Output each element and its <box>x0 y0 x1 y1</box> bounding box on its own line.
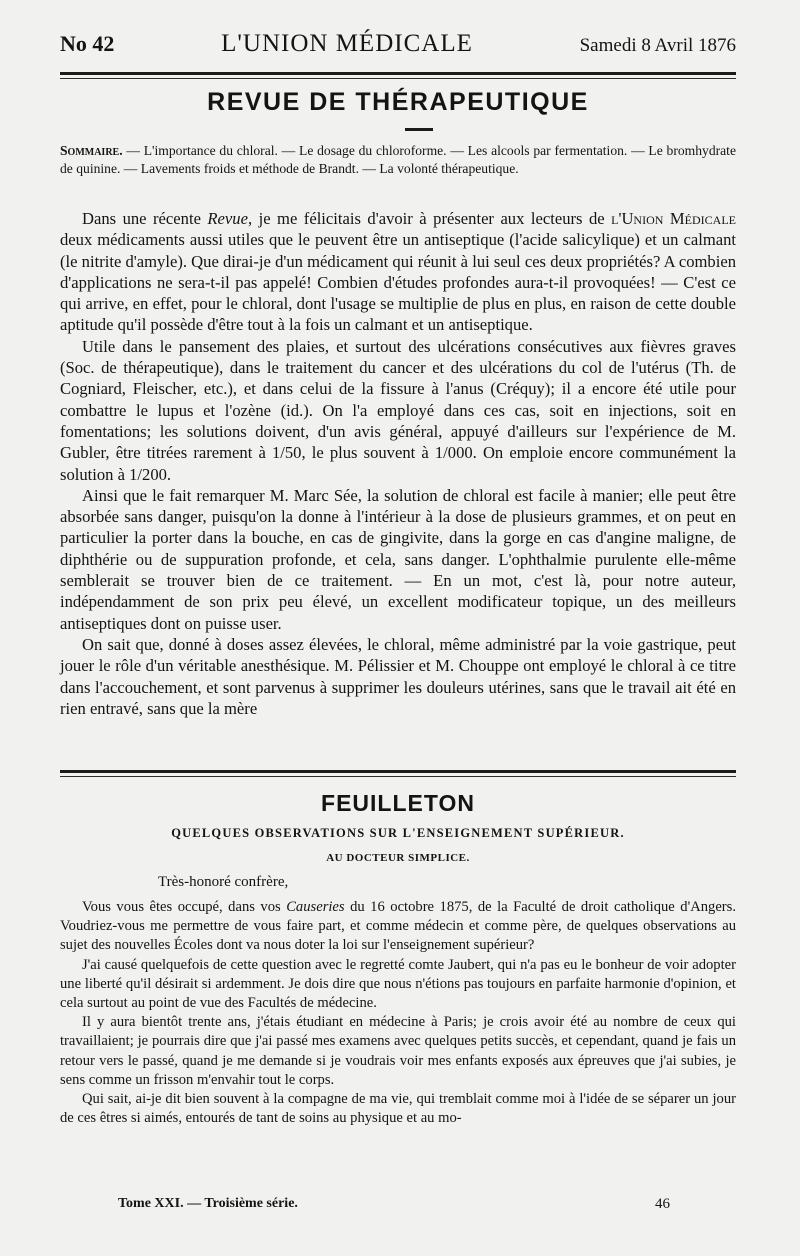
feuilleton-body <box>60 898 736 1128</box>
journal-reference: l'Union Médicale <box>611 209 736 228</box>
article-paragraph <box>60 208 736 336</box>
feuilleton-title: FEUILLETON <box>321 790 475 816</box>
article-text: Dans une récente <box>82 209 208 228</box>
issue-number: No 42 <box>60 31 115 56</box>
summary <box>60 142 736 178</box>
feuilleton-paragraph: Il y aura bientôt trente ans, j'étais étudiant en médecine à Paris; je crois avoir été au nombre de ceux qui travaillaient; je pourrais dire que j'ai passé mes examens avec quelques petits succès, et cependant, quand je fais un retour vers le passé, quand je me demande si je voudrais voir mes enfants exposés aux épreuves que j'ai subies, je sens comme un frisson m'envahir tout le corps. <box>60 1014 736 1088</box>
article-text: deux médicaments aussi utiles que le peuvent être un antiseptique (l'acide salicylique) et un calmant (le nitrite d'amyle). Que dirai-je d'un médicament qui réunit à lui seul ces deux propriétés? A combien d'applications ne sera-t-il pas appelé! Combien d'études profondes aura-t-il provoquées! — C'est ce qui arrive, en effet, pour le chloral, dont l'usage se multiplie de plus en plus, en raison de cette double aptitude qu'il possède d'être tout à la fois un calmant et un antiseptique. <box>60 230 736 335</box>
article-paragraph: On sait que, donné à doses assez élevées, le chloral, même administré par la voie gastrique, peut jouer le rôle d'un véritable anesthésique. M. Pélissier et M. Chouppe ont employé le chloral à ce titre dans l'accouchement, et sont parvenus à supprimer les douleurs utérines, sans que le travail ait été en rien entravé, sans que la mère <box>60 634 736 718</box>
header-rule-thick <box>60 72 736 75</box>
feuilleton-paragraph <box>60 898 736 956</box>
section-title: REVUE DE THÉRAPEUTIQUE <box>207 88 589 116</box>
title-divider <box>405 128 433 131</box>
article-emphasis: Revue <box>207 209 248 228</box>
issue-date: Samedi 8 Avril 1876 <box>579 35 736 56</box>
page-header <box>60 30 736 66</box>
page-number: 46 <box>655 1196 670 1212</box>
page-footer <box>118 1196 670 1213</box>
article-body <box>60 208 736 719</box>
feuilleton-subtitle: QUELQUES OBSERVATIONS SUR L'ENSEIGNEMENT SUPÉRIEUR. <box>171 826 625 840</box>
feuilleton-emphasis: Causeries <box>286 899 345 915</box>
feuilleton-text: Vous vous êtes occupé, dans vos <box>82 899 287 915</box>
article-text: , je me félicitais d'avoir à présenter aux lecteurs de <box>247 209 612 228</box>
summary-text: — L'importance du chloral. — Le dosage du chloroforme. — Les alcools par fermentation. — Le bromhydrate de quinine. — Lavements froids et méthode de Brandt. — La volonté thérapeutique. <box>60 143 736 176</box>
feuilleton-text: du 16 octobre 1875, de la Faculté de droit catholique d'Angers. Voudriez-vous me permettre de vous faire part, et comme médecin et comme père, de quelques observations au sujet des nouvelles Écoles dont va nous doter la loi sur l'enseignement supérieur? <box>60 899 736 954</box>
article-paragraph: Ainsi que le fait remarquer M. Marc Sée, la solution de chloral est facile à manier; elle peut être absorbée sans danger, puisqu'on la donne à l'intérieur à la dose de plusieurs grammes, et on peut en particulier la porter dans la bouche, en cas de gingivite, dans la gorge en cas d'angine maligne, de diphthérie ou de suppuration profonde, et cela, sans danger. L'ophthalmie purulente elle-même semblerait se trouver bien de ce traitement. — En un mot, c'est là, pour notre auteur, indépendamment de son prix peu élevé, un excellent modificateur topique, un des meilleurs antiseptiques dont on puisse user. <box>60 485 736 633</box>
feuilleton-salutation: Très-honoré confrère, <box>158 874 289 890</box>
feuilleton-rule-thin <box>60 776 736 777</box>
feuilleton-paragraph: J'ai causé quelquefois de cette question avec le regretté comte Jaubert, qui n'a pas eu le bonheur de voir adopter une liberté qu'il désirait si ardemment. Je dois dire que nous n'étions pas toujours en parfaite harmonie d'opinion, et cela surtout au point de vue des Facultés de médecine. <box>60 956 736 1012</box>
feuilleton-paragraph: Qui sait, ai-je dit bien souvent à la compagne de ma vie, qui tremblait comme moi à l'idée de se séparer un jour de ces êtres si aimés, entourés de tant de soins au physique et au mo- <box>60 1091 736 1127</box>
tome-label: Tome XXI. — Troisième série. <box>118 1196 298 1211</box>
article-paragraph: Utile dans le pansement des plaies, et surtout des ulcérations consécutives aux fièvres graves (Soc. de thérapeutique), dans le traitement du cancer et des ulcérations du col de l'utérus (Th. de Cogniard, Fleischer, etc.), et dans celui de la fissure à l'anus (Créquy); il a encore été utile pour combattre le lupus et l'ozène (id.). On l'a employé dans ces cas, soit en injections, soit en fomentations; les solutions doivent, d'un avis général, appuyé d'ailleurs sur l'expérience de M. Gubler, être titrées rarement à 1/50, le plus souvent à 1/000. On emploie encore communément la solution à 1/200. <box>60 336 736 484</box>
summary-label: Sommaire. <box>60 143 123 158</box>
feuilleton-dedication: AU DOCTEUR SIMPLICE. <box>326 852 470 864</box>
feuilleton-rule-thick <box>60 770 736 773</box>
header-rule-thin <box>60 78 736 79</box>
journal-title: L'UNION MÉDICALE <box>221 30 473 57</box>
